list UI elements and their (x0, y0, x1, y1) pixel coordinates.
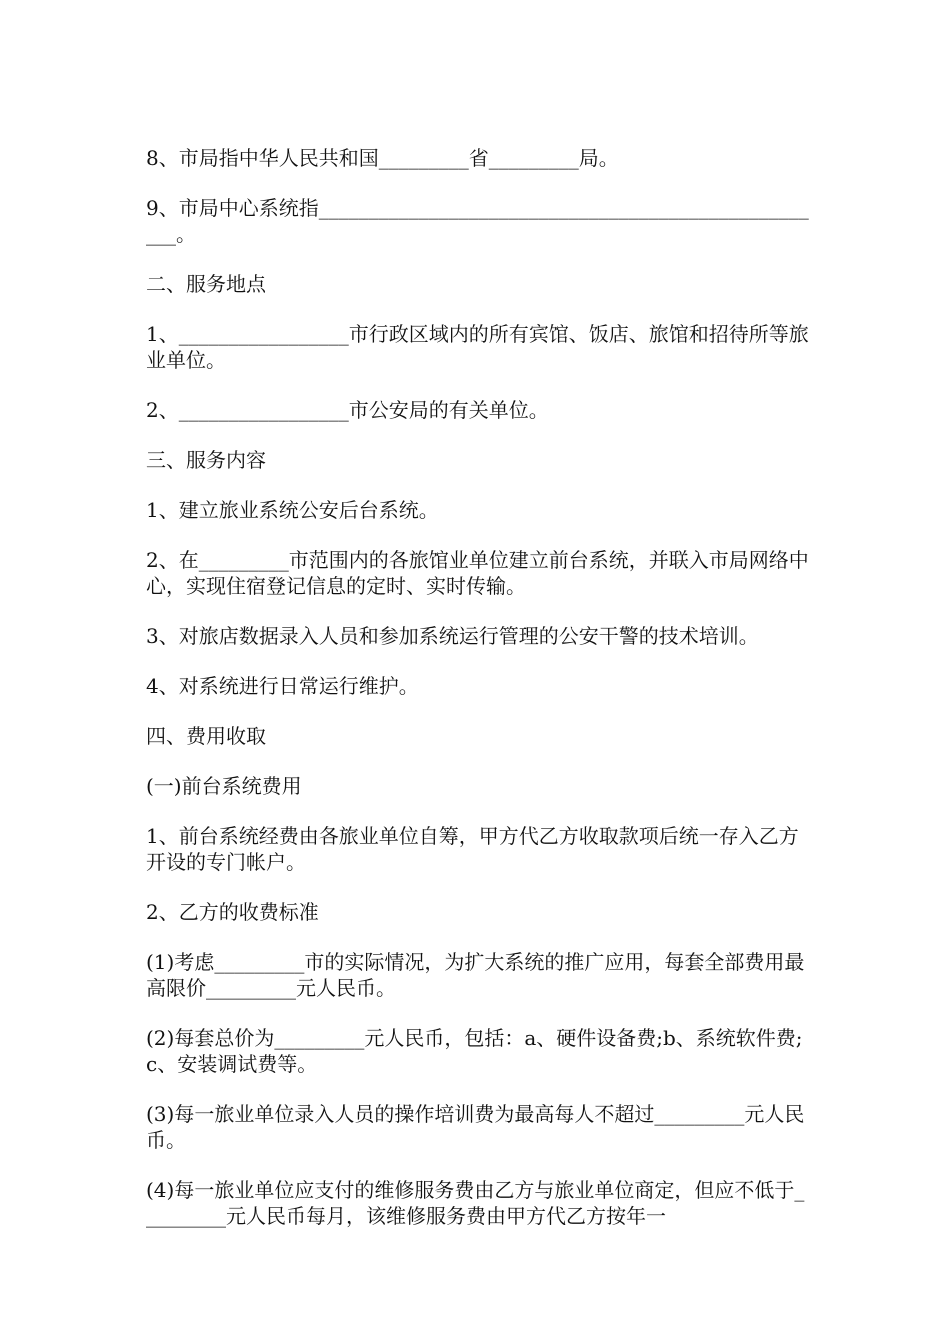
clause-8-paragraph: 8、市局指中华人民共和国_________省_________局。 (146, 146, 619, 170)
service-content-item-3: 3、对旅店数据录入人员和参加系统运行管理的公安干警的技术培训。 (146, 624, 759, 648)
fee-standard-3: (3)每一旅业单位录入人员的操作培训费为最高每人不超过_________元人民币。 (146, 1102, 805, 1152)
service-location-item-1: 1、_________________市行政区域内的所有宾馆、饭店、旅馆和招待所等旅业单位。 (146, 322, 809, 372)
fees-item-1: 1、前台系统经费由各旅业单位自筹，甲方代乙方收取款项后统一存入乙方开设的专门帐户。 (146, 824, 799, 874)
subsection-heading-frontend-fees: (一)前台系统费用 (146, 774, 302, 798)
service-content-item-4: 4、对系统进行日常运行维护。 (146, 674, 419, 698)
fee-standard-1: (1)考虑_________市的实际情况，为扩大系统的推广应用，每套全部费用最高限价_________元人民币。 (146, 950, 805, 1000)
service-location-item-2: 2、_________________市公安局的有关单位。 (146, 398, 549, 422)
clause-9-paragraph: 9、市局中心系统指____________________________________________________。 (146, 196, 809, 246)
section-heading-service-content: 三、服务内容 (146, 448, 266, 472)
service-content-item-1: 1、建立旅业系统公安后台系统。 (146, 498, 439, 522)
section-heading-service-location: 二、服务地点 (146, 272, 266, 296)
document-body (146, 145, 814, 1253)
fee-standard-2: (2)每套总价为_________元人民币，包括：a、硬件设备费;b、系统软件费;c、安装调试费等。 (146, 1026, 803, 1076)
section-heading-fees: 四、费用收取 (146, 724, 266, 748)
fee-standard-4: (4)每一旅业单位应支付的维修服务费由乙方与旅业单位商定，但应不低于_________元人民币每月，该维修服务费由甲方代乙方按年一 (146, 1178, 805, 1228)
service-content-item-2: 2、在_________市范围内的各旅馆业单位建立前台系统，并联入市局网络中心，实现住宿登记信息的定时、实时传输。 (146, 548, 809, 598)
fees-item-2: 2、乙方的收费标准 (146, 900, 319, 924)
